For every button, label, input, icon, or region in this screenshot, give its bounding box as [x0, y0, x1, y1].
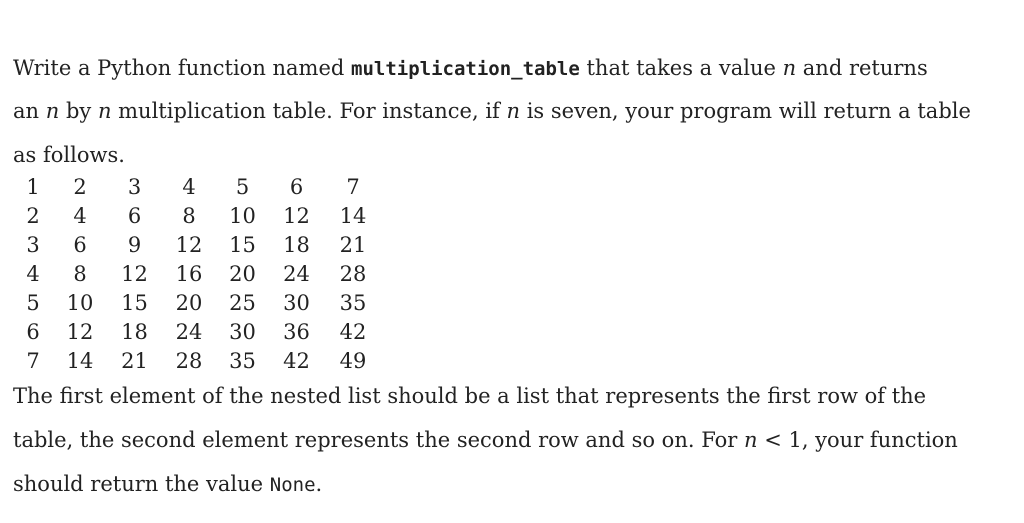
text-fragment: Write a Python function named [13, 56, 352, 80]
table-cell: 4 [182, 175, 196, 199]
table-cell: 9 [127, 233, 142, 257]
table-cell: 10 [66, 291, 94, 315]
paragraph-line-6 [13, 474, 322, 495]
table-cell: 49 [339, 349, 367, 373]
table-cell: 12 [66, 320, 94, 344]
table-cell: 15 [121, 291, 148, 315]
table-cell: 6 [127, 204, 142, 228]
table-cell: 36 [283, 320, 310, 344]
table-cell: 35 [339, 291, 367, 315]
paragraph-line-3: as follows. [13, 143, 125, 167]
table-row [13, 202, 382, 231]
table-row [13, 347, 382, 376]
table-cell: 16 [175, 262, 203, 286]
none-code: None [269, 474, 316, 496]
paragraph-line-1 [13, 58, 928, 79]
table-cell: 35 [229, 349, 256, 373]
multiplication-table [13, 173, 382, 376]
text-fragment: should return the value [13, 472, 270, 496]
table-cell: 42 [339, 320, 367, 344]
table-cell: 42 [283, 349, 310, 373]
table-cell: 5 [235, 175, 250, 199]
table-cell: 5 [26, 291, 40, 315]
table-cell: 4 [73, 204, 87, 228]
table-cell: 21 [121, 349, 148, 373]
table-cell: 15 [229, 233, 256, 257]
text-fragment: table, the second element represents the second row and so on. For [13, 428, 744, 452]
table-row [13, 173, 382, 202]
text-fragment: . [315, 472, 323, 496]
table-row [13, 289, 382, 318]
table-row [13, 231, 382, 260]
table-cell: 3 [26, 233, 40, 257]
text-fragment: is seven, your program will return a table [520, 99, 971, 123]
table-cell: 6 [289, 175, 304, 199]
table-cell: 24 [283, 262, 310, 286]
table-cell: 4 [26, 262, 40, 286]
table-cell: 12 [175, 233, 203, 257]
table-cell: 1 [26, 175, 40, 199]
table-cell: 14 [66, 349, 94, 373]
variable-n: n [506, 99, 521, 123]
variable-n: n [743, 428, 758, 452]
table-cell: 8 [182, 204, 196, 228]
condition-text: < 1 [757, 428, 802, 452]
table-cell: 3 [127, 175, 142, 199]
text-fragment: that takes a value [579, 56, 783, 80]
table-cell: 2 [73, 175, 87, 199]
variable-n: n [782, 56, 797, 80]
text-fragment: , your function [801, 428, 958, 452]
variable-n: n [97, 99, 112, 123]
text-fragment: by [59, 99, 98, 123]
table-cell: 30 [283, 291, 310, 315]
table-cell: 12 [283, 204, 310, 228]
text-fragment: multiplication table. For instance, if [111, 99, 507, 123]
table-cell: 25 [229, 291, 256, 315]
variable-n: n [45, 99, 60, 123]
table-cell: 18 [121, 320, 148, 344]
table-cell: 7 [26, 349, 40, 373]
table-cell: 24 [175, 320, 203, 344]
table-cell: 28 [339, 262, 367, 286]
paragraph-line-2 [13, 101, 971, 122]
table-cell: 8 [73, 262, 87, 286]
text-fragment: and returns [796, 56, 928, 80]
table-cell: 18 [283, 233, 310, 257]
table-cell: 6 [73, 233, 87, 257]
table-cell: 2 [26, 204, 40, 228]
table-cell: 10 [229, 204, 256, 228]
table-row [13, 318, 382, 347]
table-cell: 28 [175, 349, 203, 373]
paragraph-line-5 [13, 430, 958, 451]
table-cell: 20 [229, 262, 256, 286]
text-fragment: an [13, 99, 46, 123]
table-cell: 20 [175, 291, 203, 315]
table-cell: 12 [121, 262, 148, 286]
table-row [13, 260, 382, 289]
function-name-code: multiplication_table [351, 58, 580, 80]
table-cell: 14 [339, 204, 367, 228]
table-cell: 7 [346, 175, 360, 199]
paragraph-line-4: The first element of the nested list should be a list that represents the first row of the [13, 384, 927, 408]
table-cell: 6 [26, 320, 40, 344]
table-cell: 21 [339, 233, 367, 257]
table-cell: 30 [229, 320, 256, 344]
